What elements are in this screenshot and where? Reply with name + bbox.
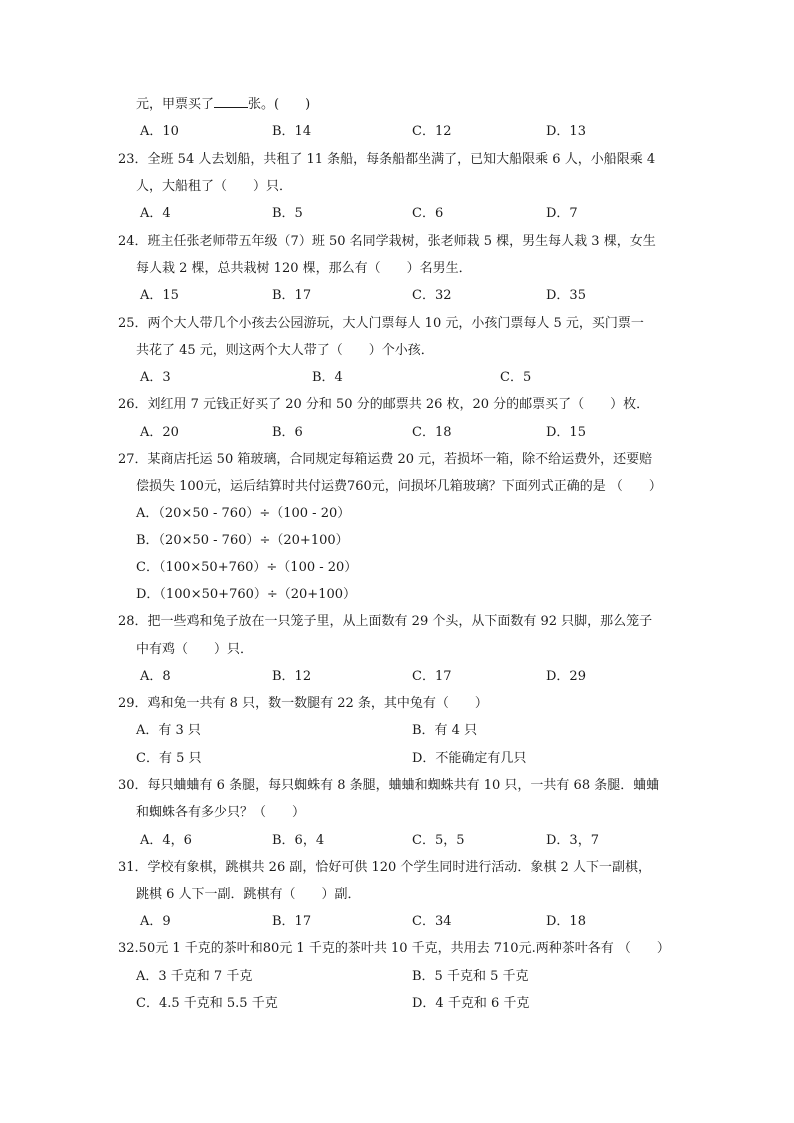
question-27-option-d: D．（100×50+760）÷（20+100） [136,587,357,602]
question-25-line1: 25．两个大人带几个小孩去公园游玩，大人门票每人 10 元，小孩门票每人 5 元，买门票一 [118,316,644,331]
question-24-option-a: A．15 [140,288,179,303]
question-28-option-b: B．12 [272,669,312,684]
question-29-line1: 29．鸡和兔一共有 8 只，数一数腿有 22 条，其中兔有（ ） [118,696,488,711]
question-24-line2: 每人栽 2 棵，总共栽树 120 棵，那么有（ ）名男生． [136,261,472,276]
question-22-line1: 元，甲票买了 [136,97,215,112]
question-23-option-b: B．5 [272,206,303,221]
question-27-line2: 偿损失 100元，运后结算时共付运费760元，问损坏几箱玻璃？下面列式正确的是 （ ） [136,479,662,494]
question-28-line2: 中有鸡（ ）只． [136,642,254,657]
question-28-option-c: C．17 [412,669,452,684]
question-22-option-d: D．13 [546,124,586,139]
question-31-line1: 31．学校有象棋，跳棋共 26 副，恰好可供 120 个学生同时进行活动．象棋 2 人下一副棋， [118,860,651,875]
question-22-line1-end: 张。( ) [248,97,311,112]
question-24-option-c: C．32 [412,288,452,303]
question-30-option-a: A．4，6 [140,833,192,848]
question-30-option-c: C．5，5 [412,833,465,848]
question-32-option-d: D．4 千克和 6 千克 [412,996,530,1011]
question-29-option-d: D．不能确定有几只 [412,751,527,766]
question-32-option-a: A．3 千克和 7 千克 [136,969,253,984]
question-23-line2: 人，大船租了（ ）只． [136,179,293,194]
question-26-option-c: C．18 [412,425,452,440]
question-32-option-c: C．4.5 千克和 5.5 千克 [136,996,278,1011]
question-25-option-a: A．3 [140,370,171,385]
answer-blank [214,95,248,108]
question-23-option-a: A．4 [140,206,171,221]
question-25-line2: 共花了 45 元，则这两个大人带了（ ）个小孩． [136,343,434,358]
question-30-line2: 和蜘蛛各有多少只？（ ） [136,805,306,820]
question-25-option-b: B．4 [312,370,343,385]
question-28-line1: 28．把一些鸡和兔子放在一只笼子里，从上面数有 29 个头，从下面数有 92 只脚，那么笼子 [118,614,653,629]
question-27-option-a: A．（20×50 - 760）÷（100 - 20） [136,506,351,521]
question-29-option-a: A．有 3 只 [136,723,201,738]
question-32-line1: 32.50元 1 千克的茶叶和80元 1 千克的茶叶共 10 千克，共用去 710元.两种茶叶各有 （ ） [118,941,670,956]
question-23-option-c: C．6 [412,206,444,221]
question-27-line1: 27．某商店托运 50 箱玻璃，合同规定每箱运费 20 元，若损坏一箱，除不给运费外，还要赔 [118,452,653,467]
question-30-option-b: B．6，4 [272,833,325,848]
question-23-option-d: D．7 [546,206,578,221]
question-31-option-b: B．17 [272,914,312,929]
question-30-line1: 30．每只蛐蛐有 6 条腿，每只蜘蛛有 8 条腿，蛐蛐和蜘蛛共有 10 只，一共有 68 条腿．蛐蛐 [118,778,660,793]
question-28-option-a: A．8 [140,669,171,684]
question-24-option-b: B．17 [272,288,312,303]
question-31-option-d: D．18 [546,914,586,929]
question-31-option-a: A．9 [140,914,171,929]
question-29-option-b: B．有 4 只 [412,723,478,738]
question-26-line1: 26．刘红用 7 元钱正好买了 20 分和 50 分的邮票共 26 枚，20 分的邮票买了（ ）枚． [118,397,650,412]
question-32-option-b: B．5 千克和 5 千克 [412,969,529,984]
question-31-option-c: C．34 [412,914,452,929]
question-28-option-d: D．29 [546,669,586,684]
question-24-option-d: D．35 [546,288,586,303]
question-22-option-c: C．12 [412,124,452,139]
question-27-option-c: C．（100×50+760）÷（100 - 20） [136,560,358,575]
question-22-text [136,95,310,114]
question-27-option-b: B．（20×50 - 760）÷（20+100） [136,533,349,548]
question-26-option-d: D．15 [546,425,586,440]
question-29-option-c: C．有 5 只 [136,751,202,766]
question-23-line1: 23．全班 54 人去划船，共租了 11 条船，每条船都坐满了，已知大船限乘 6 人，小船限乘 4 [118,152,656,167]
question-22-option-b: B．14 [272,124,312,139]
question-25-option-c: C．5 [500,370,532,385]
question-26-option-b: B．6 [272,425,303,440]
question-30-option-d: D．3，7 [546,833,599,848]
question-24-line1: 24．班主任张老师带五年级（7）班 50 名同学栽树，张老师栽 5 棵，男生每人栽 3 棵，女生 [118,234,656,249]
question-31-line2: 跳棋 6 人下一副．跳棋有（ ）副． [136,887,361,902]
question-26-option-a: A．20 [140,425,179,440]
question-22-option-a: A．10 [140,124,179,139]
